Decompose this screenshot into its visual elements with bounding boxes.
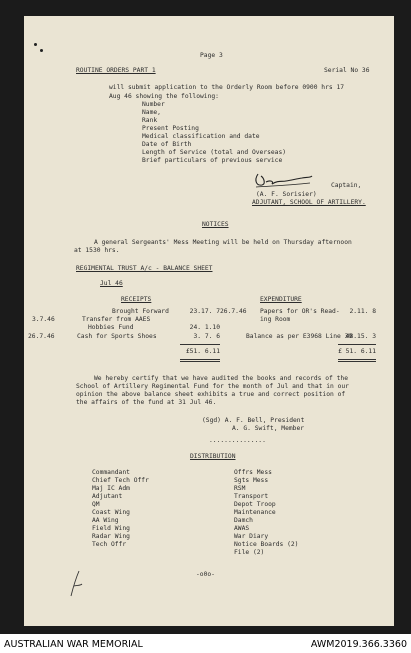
distribution-right-item: Transport (234, 493, 269, 500)
distribution-left-item: QM (92, 501, 100, 508)
expenditure-date: 26.7.46 (220, 308, 247, 315)
distribution-heading: DISTRIBUTION (190, 453, 236, 460)
footer-accession-number: AWM2019.366.3360 (310, 639, 407, 650)
audit-signature: A. G. Swift, Member (232, 425, 305, 432)
expenditure-desc: Balance as per E3968 Line 39 (246, 333, 353, 340)
distribution-left-item: Radar Wing (92, 533, 130, 540)
distribution-right-item: File (2) (234, 549, 265, 556)
notices-heading: NOTICES (202, 221, 229, 228)
receipt-amount: 24. 1.10 (189, 324, 220, 331)
document-page (24, 16, 394, 626)
distribution-right-item: War Diary (234, 533, 269, 540)
distribution-left-item: Commandant (92, 469, 130, 476)
distribution-right-item: Offrs Mess (234, 469, 272, 476)
receipt-desc: Hobbies Fund (88, 324, 134, 331)
header-left: ROUTINE ORDERS PART 1 (76, 67, 156, 74)
distribution-right-item: AWAS (234, 525, 250, 532)
audit-line: the affairs of the fund at 31 Jul 46. (76, 399, 217, 406)
receipt-amount: 3. 7. 6 (193, 333, 220, 340)
signature-position: ADJUTANT, SCHOOL OF ARTILLERY. (252, 199, 366, 206)
separator-dots: ............... (209, 437, 266, 444)
distribution-right-item: RSM (234, 485, 246, 492)
application-intro-line: Aug 46 showing the following: (109, 93, 219, 100)
distribution-right-item: Sgts Mess (234, 477, 269, 484)
footer-institution: AUSTRALIAN WAR MEMORIAL (4, 639, 143, 650)
notice-line: at 1530 hrs. (74, 247, 120, 254)
expenditure-amount: 2.11. 8 (349, 308, 376, 315)
distribution-right-item: Damch (234, 517, 253, 524)
distribution-left-item: Field Wing (92, 525, 130, 532)
application-item: Rank (142, 117, 158, 124)
distribution-left-item: AA Wing (92, 517, 119, 524)
signature-name: (A. F. Sorisier) (256, 191, 317, 198)
audit-signature: (Sgd) A. F. Bell, President (202, 417, 305, 424)
expenditure-heading: EXPENDITURE (260, 296, 302, 303)
receipt-desc: Cash for Sports Shoes (77, 333, 157, 340)
expenditure-double-rule (338, 361, 376, 362)
expenditure-double-rule (338, 359, 376, 360)
receipts-double-rule (180, 359, 220, 360)
page-number: Page 3 (200, 52, 223, 59)
expenditure-total: £ 51. 6.11 (338, 348, 376, 355)
distribution-right-item: Maintenance (234, 509, 276, 516)
receipt-date: 3.7.46 (32, 316, 55, 323)
application-item: Name, (142, 109, 161, 116)
receipt-date: 26.7.46 (28, 333, 55, 340)
expenditure-total-rule (338, 344, 376, 345)
distribution-left-item: Chief Tech Offr (92, 477, 149, 484)
application-item: Present Posting (142, 125, 199, 132)
handwritten-mark (68, 568, 84, 598)
punch-hole-mark (34, 43, 37, 46)
distribution-right-item: Depot Troop (234, 501, 276, 508)
application-item: Number (142, 101, 165, 108)
trust-month: Jul 46 (100, 280, 123, 287)
application-intro-line: will submit application to the Orderly Room before 0900 hrs 17 (109, 84, 345, 91)
receipts-double-rule (180, 361, 220, 362)
application-item: Brief particulars of previous service (142, 157, 283, 164)
application-item: Length of Service (total and Overseas) (142, 149, 287, 156)
footer-bar (0, 634, 411, 653)
application-item: Medical classification and date (142, 133, 260, 140)
audit-line: opinion the above balance sheet exhibits a true and correct position of (76, 391, 346, 398)
receipts-total: £51. 6.11 (185, 348, 220, 355)
receipts-total-rule (180, 344, 220, 345)
audit-line: School of Artillery Regimental Fund for the month of Jul and that in our (76, 383, 349, 390)
trust-heading: REGIMENTAL TRUST A/c - BALANCE SHEET (76, 265, 213, 272)
receipt-desc: Transfer from AAES (82, 316, 151, 323)
distribution-left-item: Tech Offr (92, 541, 127, 548)
expenditure-desc: Papers for OR's Read- (260, 308, 340, 315)
receipts-heading: RECEIPTS (121, 296, 152, 303)
receipt-amount: 23.17. 7 (189, 308, 220, 315)
header-right: Serial No 36 (324, 67, 370, 74)
distribution-left-item: Adjutant (92, 493, 123, 500)
audit-line: We hereby certify that we have audited the books and records of the (94, 375, 349, 382)
expenditure-amount: 48.15. 3 (345, 333, 376, 340)
punch-hole-mark (40, 49, 43, 52)
distribution-left-item: Coast Wing (92, 509, 130, 516)
receipt-desc: Brought Forward (112, 308, 169, 315)
distribution-right-item: Notice Boards (2) (234, 541, 299, 548)
notice-line: A general Sergeants' Mess Meeting will be held on Thursday afternoon (94, 239, 352, 246)
signature-title: Captain, (331, 182, 362, 189)
application-item: Date of Birth (142, 141, 192, 148)
handwritten-signature (252, 170, 316, 190)
expenditure-desc: ing Room (260, 316, 291, 323)
distribution-left-item: Maj IC Adm (92, 485, 130, 492)
end-mark: -o0o- (196, 571, 215, 578)
